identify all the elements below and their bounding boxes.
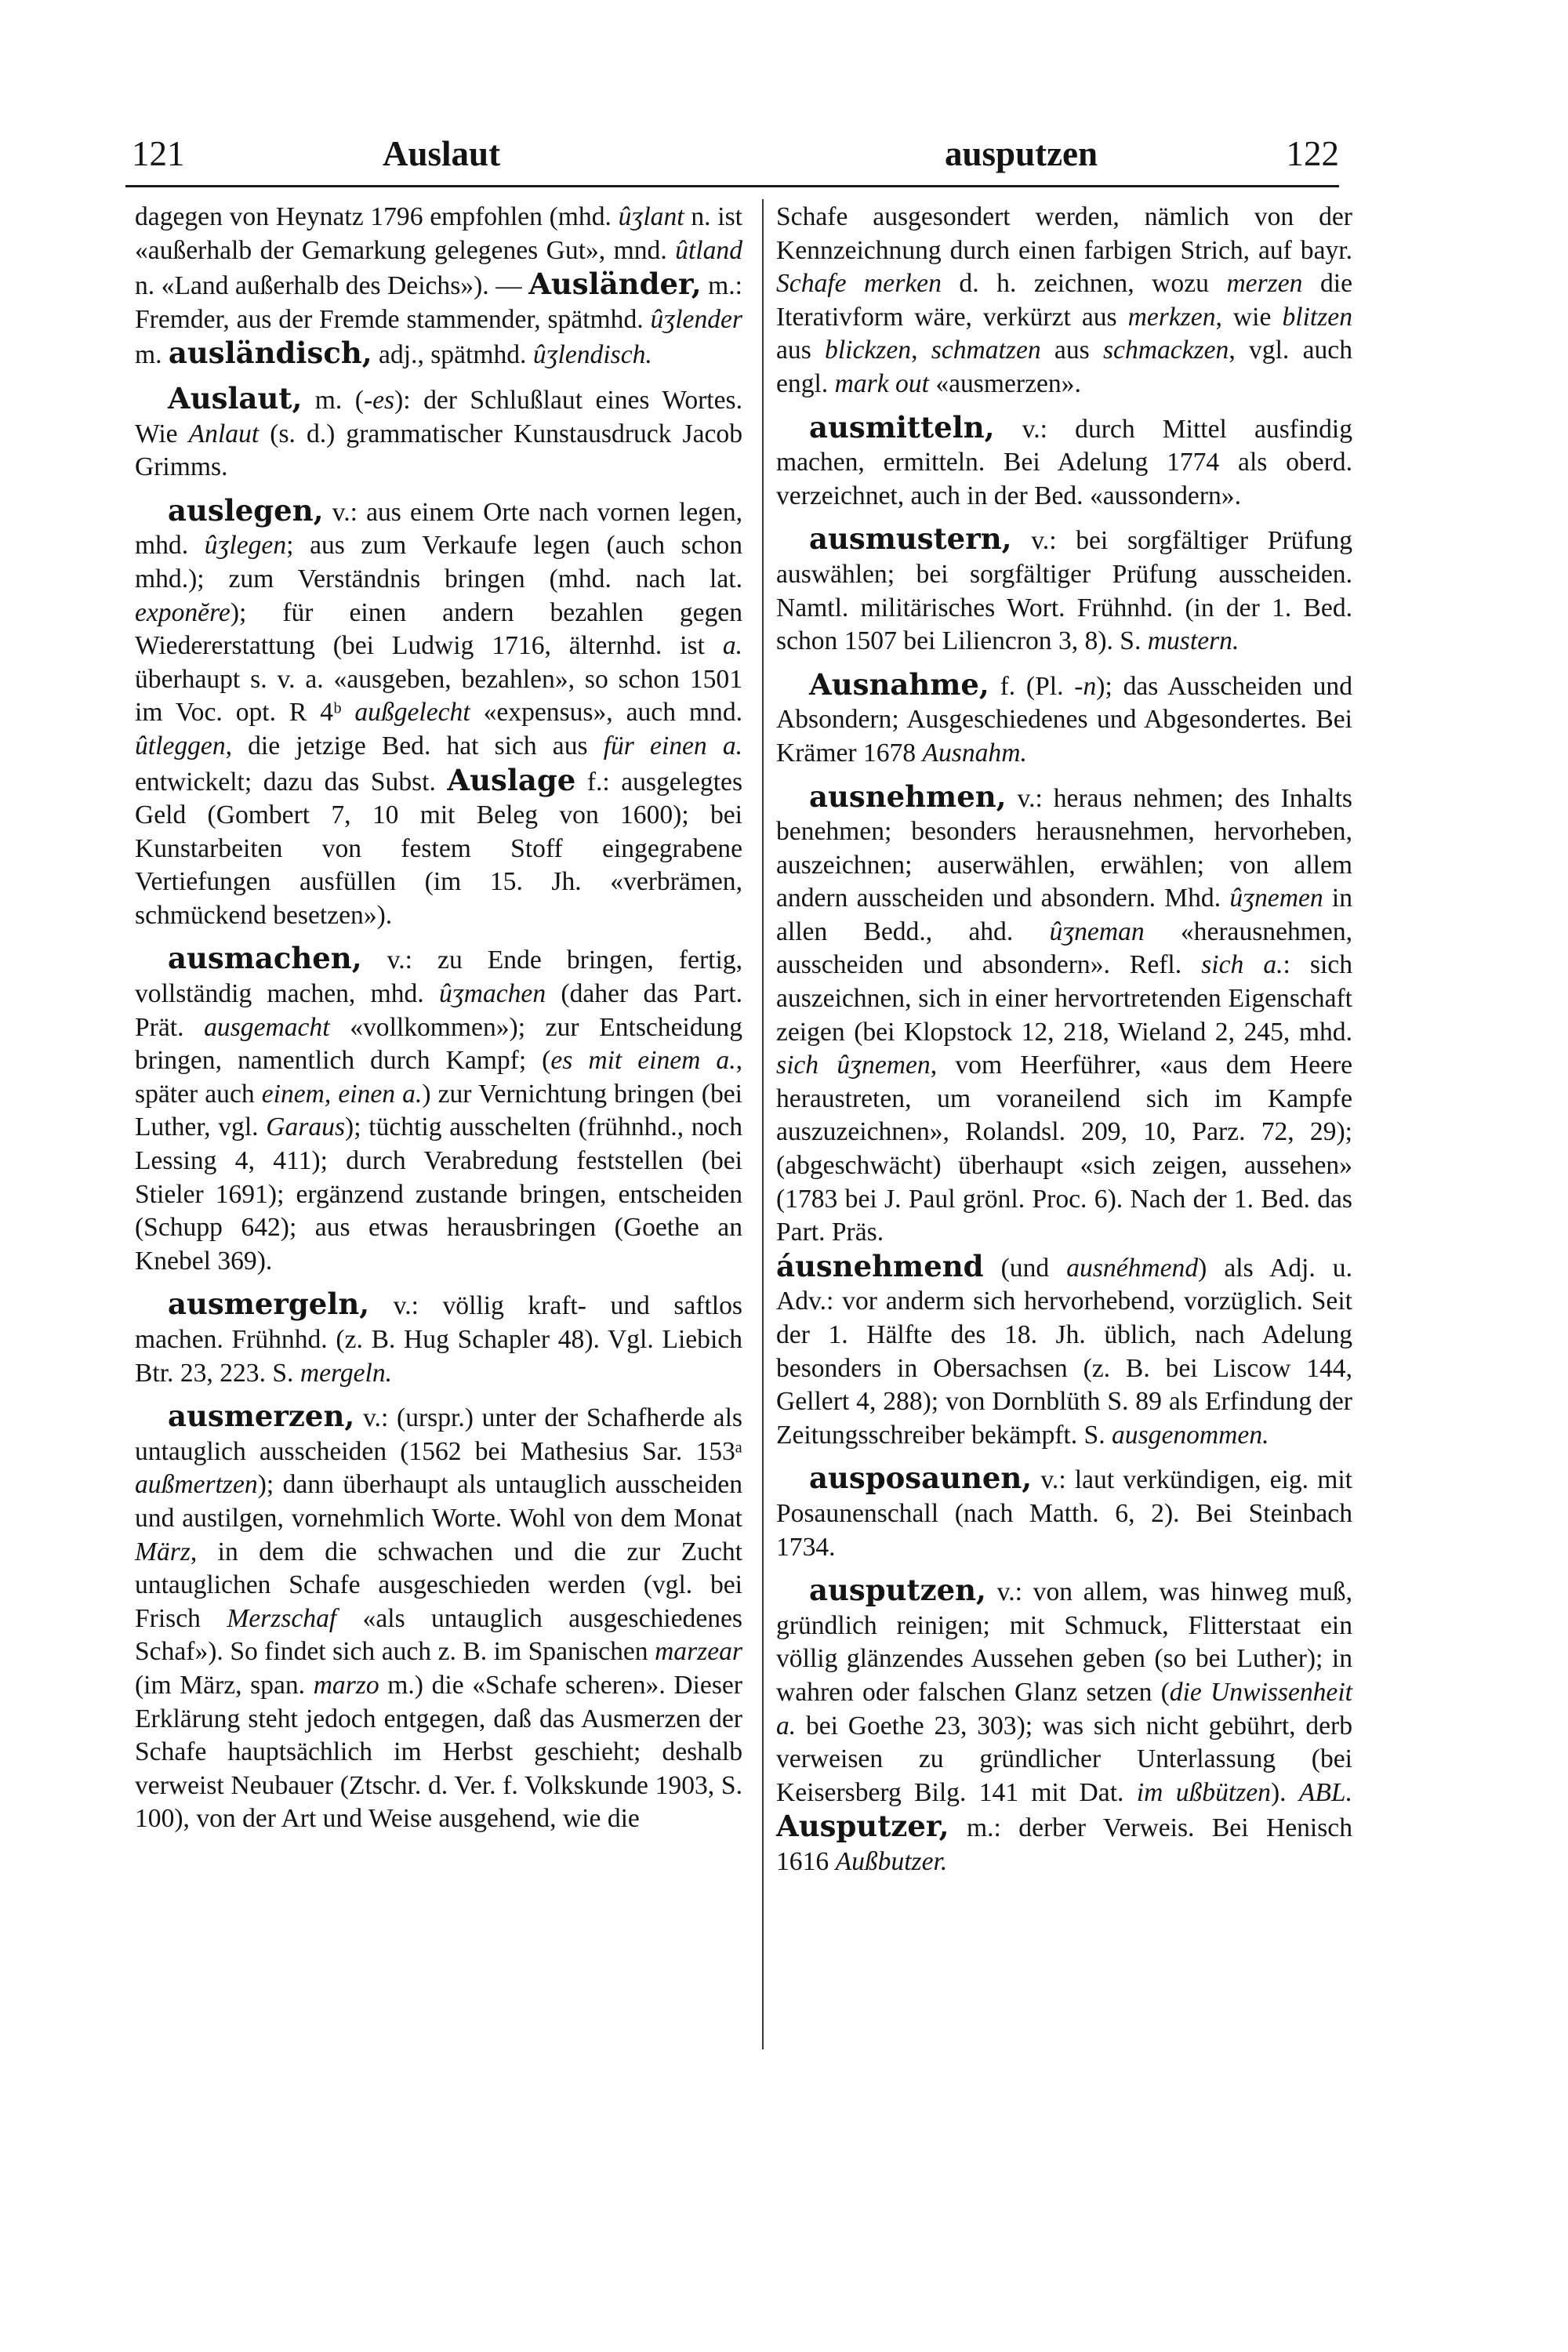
headword: ausmerzen, — [168, 1399, 355, 1434]
headword: ausnehmen, — [809, 779, 1007, 814]
entry-ausnahme: Ausnahme, f. (Pl. -n); das Ausscheiden und Absondern; Ausgeschiedenes und Abgesondertes. Bei Krämer 1678 Ausnahm. — [776, 666, 1352, 768]
column-divider — [762, 199, 764, 2049]
entry-ausposaunen: ausposaunen, v.: laut verkündigen, eig. mit Posaunenschall (nach Matth. 6, 2). Bei Steinbach 1734. — [776, 1461, 1352, 1562]
page-number-right: 122 — [1286, 134, 1339, 173]
entry-ausmachen: ausmachen, v.: zu Ende bringen, fertig, vollständig machen, mhd. ûʒmachen (daher das Part. Prät. ausgemacht «vollkommen»); zur Entscheidung bringen, namentlich durch Kampf; (es mit einem a., später auch einem, einen a.) zur Vernichtung bringen (bei Luther, vgl. Garaus); tüchtig ausschelten (frühnhd., noch Lessing 4, 411); durch Verabredung feststellen (bei Stieler 1691); ergänzend zustande bringen, entscheiden (Schupp 642); aus etwas herausbringen (Goethe an Knebel 369). — [135, 941, 743, 1276]
headword: ausländisch, — [168, 336, 372, 371]
running-headword-left: Auslaut — [383, 134, 501, 173]
entry-ausnehmen: ausnehmen, v.: heraus nehmen; des Inhalts benehmen; besonders herausnehmen, hervorheben, auszeichnen; auserwählen, erwählen; von allem andern ausscheiden und absondern. Mhd. ûʒnemen in allen Bedd., ahd. ûʒneman «herausnehmen, ausscheiden und absondern». Refl. sich a.: sich auszeichnen, sich in einer hervortretenden Eigenschaft zeigen (bei Klopstock 12, 218, Wieland 2, 245, mhd. sich ûʒnemen, vom Heerführer, «aus dem Heere heraustreten, um voraneilend sich im Kampfe auszuzeichnen», Rolandsl. 209, 10, Parz. 72, 29); (abgeschwächt) überhaupt «sich zeigen, aussehen» (1783 bei J. Paul grönl. Proc. 6). Nach der 1. Bed. das Part. Präs. — [776, 779, 1353, 1247]
headword: ausputzen, — [809, 1573, 986, 1608]
entry-continuation: dagegen von Heynatz 1796 empfohlen (mhd. ûʒlant n. ist «außerhalb der Gemarkung gelegenes Gut», mnd. ûtland n. «Land außerhalb des Deichs»). — Ausländer, m.: Fremder, aus der Fremde stammender, spätmhd. ûʒlender m. ausländisch, adj., spätmhd. ûʒlendisch. — [135, 202, 742, 371]
entry-ausputzen: ausputzen, v.: von allem, was hinweg muß, gründlich reinigen; mit Schmuck, Flitterstaat ein völlig glänzendes Aussehen geben (so bei Luther); in wahren oder falschen Glanz setzen (die Unwissenheit a. bei Goethe 23, 303); was sich nicht gebührt, derb verweisen zu gründlicher Unterlassung (bei Keisersberg Bilg. 141 mit Dat. im ußbützen). ABL. Ausputzer, m.: derber Verweis. Bei Henisch 1616 Außbutzer. — [776, 1573, 1352, 1876]
headword: ausmergeln, — [168, 1287, 370, 1322]
headword: ausmitteln, — [809, 409, 995, 445]
headword: Auslage — [447, 762, 576, 797]
page-number-left: 121 — [132, 134, 185, 173]
headword: ausmustern, — [809, 521, 1012, 557]
entry-auslaut: Auslaut, m. (-es): der Schlußlaut eines Wortes. Wie Anlaut (s. d.) grammatischer Kunstausdruck Jacob Grimms. — [135, 380, 742, 482]
headword: Auslaut, — [168, 380, 303, 416]
headword: Ausnahme, — [809, 666, 989, 702]
headword: ausposaunen, — [809, 1461, 1033, 1496]
headword: áusnehmend — [776, 1248, 984, 1283]
headword: Ausländer, — [528, 267, 702, 302]
entry-continuation: Schafe ausgesondert werden, nämlich von der Kennzeichnung durch einen farbigen Strich, auf bayr. Schafe merken d. h. zeichnen, wozu merzen die Iterativform wäre, verkürzt aus merkzen, wie blitzen aus blickzen, schmatzen aus schmackzen, vgl. auch engl. mark out «ausmerzen». — [776, 202, 1352, 398]
headword: ausmachen, — [168, 941, 362, 976]
page-header — [132, 133, 1339, 182]
running-headword-right: ausputzen — [945, 134, 1098, 173]
entry-ausmustern: ausmustern, v.: bei sorgfältiger Prüfung auswählen; bei sorgfältiger Prüfung ausscheiden. Namtl. militärisches Wort. Frühnhd. (in der 1. Bed. schon 1507 bei Liliencron 3, 8). S. mustern. — [776, 521, 1352, 656]
entry-ausmitteln: ausmitteln, v.: durch Mittel ausfindig machen, ermitteln. Bei Adelung 1774 als oberd. verzeichnet, auch in der Bed. «aussondern». — [776, 409, 1352, 510]
left-column — [135, 201, 742, 1836]
headword: auslegen, — [168, 492, 324, 528]
header-rule — [125, 185, 1339, 187]
entry-ausmergeln: ausmergeln, v.: völlig kraft- und saftlos machen. Frühnhd. (z. B. Hug Schapler 48). Vgl. Liebich Btr. 23, 223. S. mergeln. — [135, 1287, 742, 1388]
right-column — [776, 201, 1352, 1879]
entry-ausnehmend: áusnehmend (und ausnéhmend) als Adj. u. Adv.: vor anderm sich hervorhebend, vorzüglich. Seit der 1. Hälfte des 18. Jh. üblich, nach Adelung besonders in Obersachsen (z. B. bei Liscow 144, Gellert 4, 288); von Dornblüth S. 89 als Erfindung der Zeitungsschreiber bekämpft. S. ausgenommen. — [776, 1248, 1352, 1450]
entry-ausmerzen: ausmerzen, v.: (urspr.) unter der Schafherde als untauglich ausscheiden (1562 bei Mathesius Sar. 153ᵃ außmertzen); dann überhaupt als untauglich ausscheiden und austilgen, vornehmlich Worte. Wohl von dem Monat März, in dem die schwachen und die zur Zucht untauglichen Schafe ausgeschieden werden (vgl. bei Frisch Merzschaf «als untauglich ausgeschiedenes Schaf»). So findet sich auch z. B. im Spanischen marzear (im März, span. marzo m.) die «Schafe scheren». Dieser Erklärung steht jedoch entgegen, daß das Ausmerzen der Schafe hauptsächlich im Herbst geschieht; deshalb verweist Neubauer (Ztschr. d. Ver. f. Volkskunde 1903, S. 100), von der Art und Weise ausgehend, wie die — [135, 1399, 742, 1834]
entry-auslegen: auslegen, v.: aus einem Orte nach vornen legen, mhd. ûʒlegen; aus zum Verkaufe legen (auch schon mhd.); zum Verständnis bringen (mhd. nach lat. exponĕre); für einen andern bezahlen gegen Wiedererstattung (bei Ludwig 1716, älternhd. ist a. überhaupt s. v. a. «ausgeben, bezahlen», so schon 1501 im Voc. opt. R 4ᵇ außgelecht «expensus», auch mnd. ûtleggen, die jetzige Bed. hat sich aus für einen a. entwickelt; dazu das Subst. Auslage f.: ausgelegtes Geld (Gombert 7, 10 mit Beleg von 1600); bei Kunstarbeiten von festem Stoff eingegrabene Vertiefungen ausfüllen (im 15. Jh. «verbrämen, schmückend besetzen»). — [135, 492, 743, 930]
headword: Ausputzer, — [776, 1809, 949, 1844]
